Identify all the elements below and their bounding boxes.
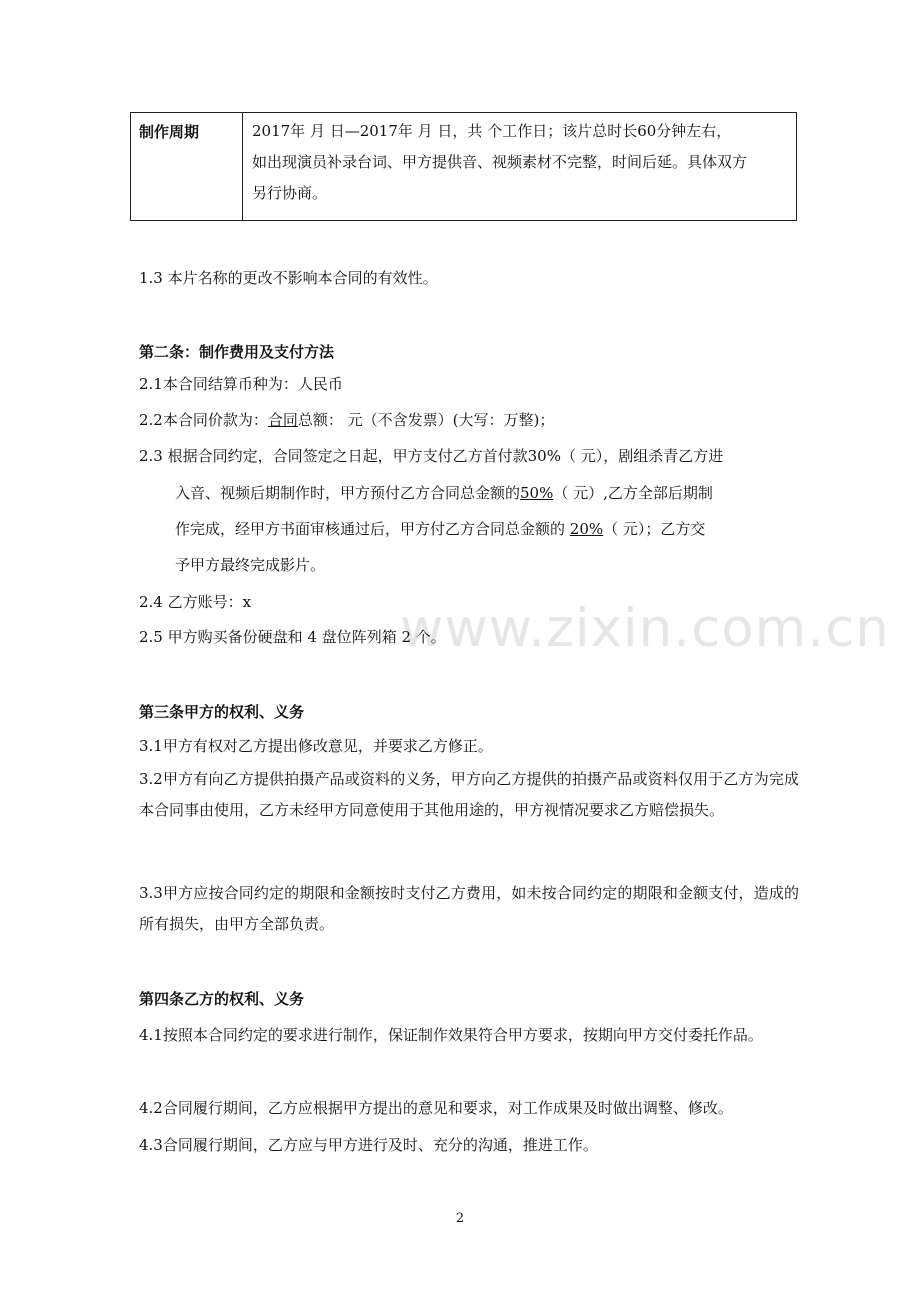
- clause-2-3-line2: 入音、视频后期制作时，甲方预付乙方合同总金额的50%（ 元）,乙方全部后期制: [175, 484, 713, 502]
- watermark: www.zixin.com.cn: [400, 598, 890, 659]
- table-line: 2017年 月 日—2017年 月 日，共 个工作日；该片总时长60分钟左右，: [252, 122, 732, 140]
- clause-2-1: 2.1本合同结算币种为：人民币: [139, 375, 343, 393]
- clause-2-5: 2.5 甲方购买备份硬盘和 4 盘位阵列箱 2 个。: [139, 628, 446, 646]
- clause-2-3-line4: 予甲方最终完成影片。: [175, 556, 326, 574]
- production-period-table: [130, 112, 797, 221]
- table-label: 制作周期: [131, 113, 243, 221]
- section-3-heading: 第三条甲方的权利、义务: [139, 703, 305, 721]
- section-4-heading: 第四条乙方的权利、义务: [139, 990, 305, 1008]
- clause-4-3: 4.3合同履行期间，乙方应与甲方进行及时、充分的沟通，推进工作。: [139, 1136, 598, 1154]
- page-number: 2: [455, 1211, 465, 1226]
- clause-1-3: 1.3 本片名称的更改不影响本合同的有效性。: [139, 269, 438, 287]
- clause-3-3: 3.3甲方应按合同约定的期限和金额按时支付乙方费用，如未按合同约定的期限和金额支付，造成的所有损失，由甲方全部负责。: [139, 884, 799, 933]
- clause-2-2: 2.2本合同价款为：合同总额： 元（不含发票）(大写：万整)；: [139, 411, 555, 429]
- clause-4-2: 4.2合同履行期间，乙方应根据甲方提出的意见和要求，对工作成果及时做出调整、修改。: [139, 1099, 733, 1117]
- section-2-heading: 第二条：制作费用及支付方法: [139, 343, 335, 361]
- clause-2-3-line1: 2.3 根据合同约定，合同签定之日起，甲方支付乙方首付款30%（ 元），剧组杀青乙方进: [139, 447, 724, 465]
- clause-2-3-line3: 作完成，经甲方书面审核通过后，甲方付乙方合同总金额的 20%（ 元）；乙方交: [175, 520, 706, 538]
- table-line: 如出现演员补录台词、甲方提供音、视频素材不完整，时间后延。具体双方: [252, 153, 748, 171]
- clause-3-1: 3.1甲方有权对乙方提出修改意见，并要求乙方修正。: [139, 737, 493, 755]
- table-line: 另行协商。: [252, 184, 328, 202]
- table-content: [243, 113, 797, 221]
- clause-2-4: 2.4 乙方账号：x: [139, 593, 252, 611]
- clause-3-2: 3.2甲方有向乙方提供拍摄产品或资料的义务，甲方向乙方提供的拍摄产品或资料仅用于乙方为完成本合同事由使用，乙方未经甲方同意使用于其他用途的，甲方视情况要求乙方赔偿损失。: [139, 770, 799, 819]
- clause-4-1: 4.1按照本合同约定的要求进行制作，保证制作效果符合甲方要求，按期向甲方交付委托作品。: [139, 1026, 763, 1044]
